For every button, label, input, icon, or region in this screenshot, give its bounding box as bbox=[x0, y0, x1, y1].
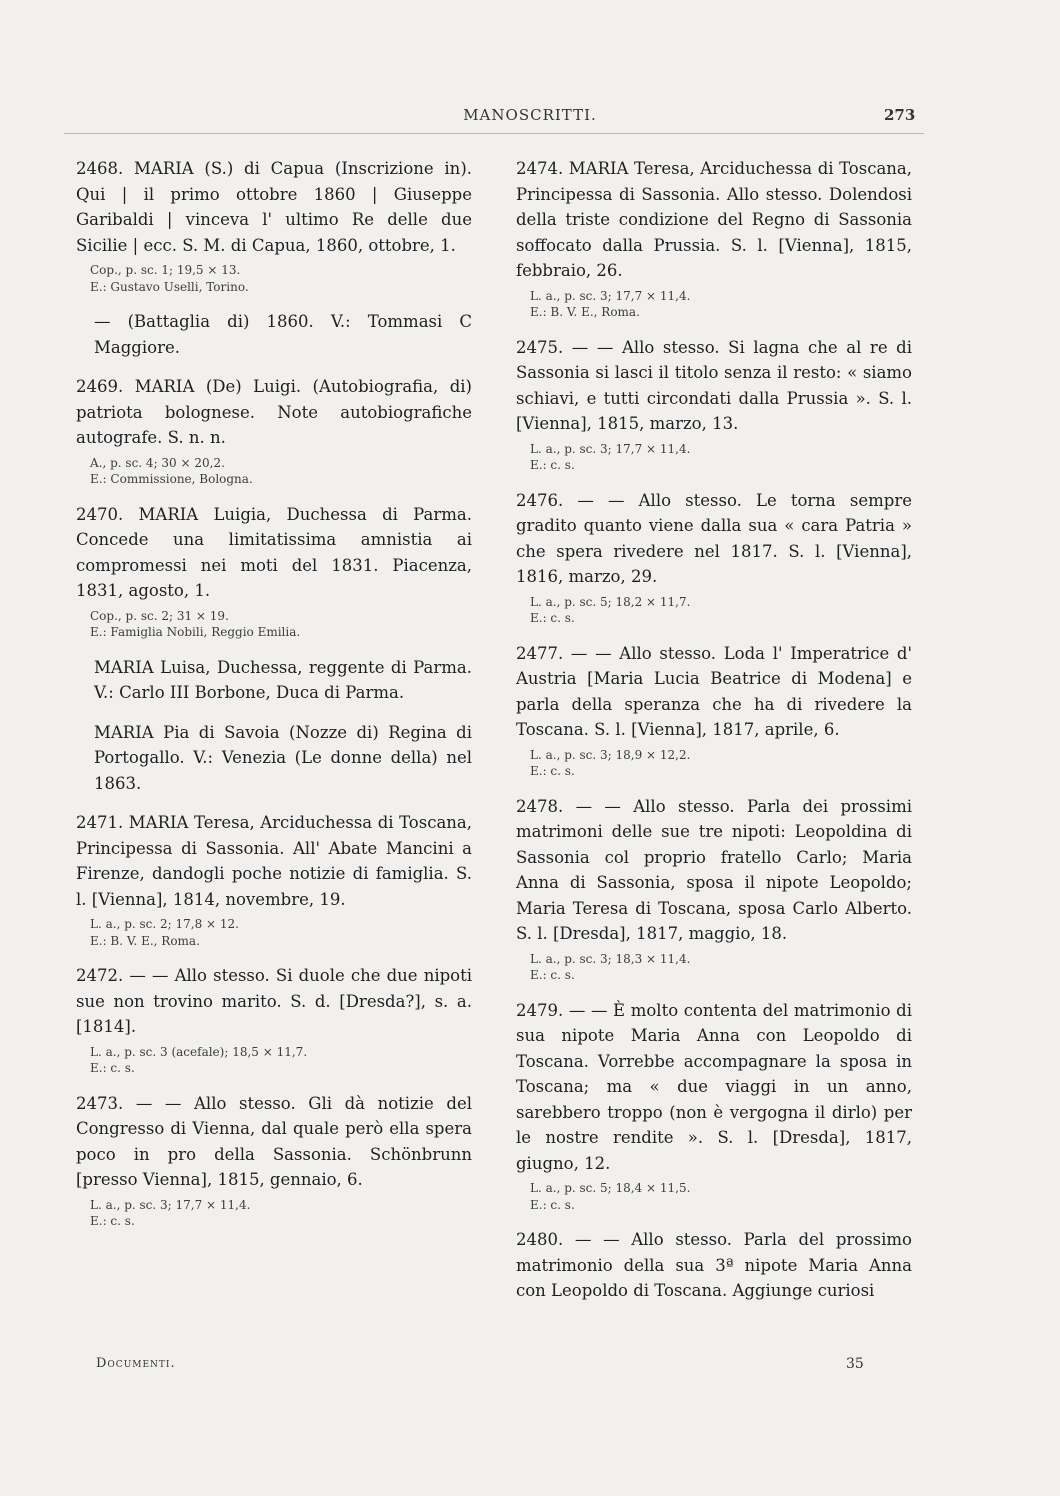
entry-meta bbox=[90, 455, 472, 488]
entry-meta bbox=[90, 262, 472, 295]
entry-text: 2473. — — Allo stesso. Gli dà notizie del Congresso di Vienna, dal quale però ella spera poco in pro della Sassonia. Schönbrunn [presso Vienna], 1815, gennaio, 6. bbox=[76, 1093, 472, 1189]
header-rule bbox=[64, 133, 924, 134]
entry-physical-desc: L. a., p. sc. 5; 18,4 × 11,5. bbox=[530, 1181, 691, 1195]
entry-meta bbox=[90, 1197, 472, 1230]
entry-meta bbox=[90, 916, 472, 949]
entry-meta bbox=[530, 747, 912, 780]
gathering-number: 35 bbox=[846, 1356, 864, 1372]
entry-meta bbox=[530, 951, 912, 984]
entry-physical-desc: Cop., p. sc. 2; 31 × 19. bbox=[90, 608, 229, 623]
entry-2471 bbox=[76, 810, 472, 949]
entry-exhibitor: E.: Famiglia Nobili, Reggio Emilia. bbox=[90, 625, 301, 639]
entry-2480 bbox=[516, 1227, 912, 1304]
entry-meta bbox=[90, 608, 472, 641]
entry-physical-desc: A., p. sc. 4; 30 × 20,2. bbox=[90, 455, 225, 470]
entry-2477 bbox=[516, 641, 912, 780]
entry-text: — (Battaglia di) 1860. V.: Tommasi C Maggiore. bbox=[94, 312, 472, 357]
entry-physical-desc: L. a., p. sc. 3; 17,7 × 11,4. bbox=[90, 1197, 251, 1212]
entry-2475 bbox=[516, 335, 912, 474]
entry-meta bbox=[530, 288, 912, 321]
entry-meta bbox=[530, 1180, 912, 1213]
cross-reference-maria-pia bbox=[76, 720, 472, 797]
right-column bbox=[516, 156, 912, 1318]
entry-physical-desc: L. a., p. sc. 3; 18,3 × 11,4. bbox=[530, 951, 691, 966]
entry-physical-desc: L. a., p. sc. 5; 18,2 × 11,7. bbox=[530, 594, 691, 609]
entry-exhibitor: E.: c. s. bbox=[530, 1197, 575, 1212]
entry-2472 bbox=[76, 963, 472, 1077]
left-column bbox=[76, 156, 472, 1244]
entry-meta bbox=[530, 594, 912, 627]
entry-2478 bbox=[516, 794, 912, 984]
entry-physical-desc: L. a., p. sc. 3; 17,7 × 11,4. bbox=[530, 441, 691, 456]
entry-2479 bbox=[516, 998, 912, 1214]
entry-exhibitor: E.: Gustavo Uselli, Torino. bbox=[90, 279, 249, 294]
entry-physical-desc: L. a., p. sc. 3; 17,7 × 11,4. bbox=[530, 288, 691, 303]
entry-2469 bbox=[76, 374, 472, 488]
cross-reference-maria-luisa bbox=[76, 655, 472, 706]
entry-text: 2474. MARIA Teresa, Arciduchessa di Toscana, Principessa di Sassonia. Allo stesso. Dolendosi della triste condizione del Regno di Sassonia soffocato dalla Prussia. S. l. [Vienna], 1815, febbraio, 26. bbox=[516, 159, 912, 280]
entry-text: 2479. — — È molto contenta del matrimonio di sua nipote Maria Anna con Leopoldo di Toscana. Vorrebbe accompagnare la sposa in Toscana; ma « due viaggi in un anno, sarebbero troppo (non è vergogna il dirlo) per le nostre rendite ». S. l. [Dresda], 1817, giugno, 12. bbox=[516, 1000, 912, 1173]
entry-2476 bbox=[516, 488, 912, 627]
entry-exhibitor: E.: B. V. E., Roma. bbox=[530, 305, 640, 319]
page-number: 273 bbox=[884, 106, 916, 124]
entry-exhibitor: E.: c. s. bbox=[530, 458, 575, 472]
entry-physical-desc: Cop., p. sc. 1; 19,5 × 13. bbox=[90, 263, 241, 277]
entry-text: 2468. MARIA (S.) di Capua (Inscrizione in). Qui | il primo ottobre 1860 | Giuseppe Garibaldi | vinceva l' ultimo Re delle due Sicilie | ecc. S. M. di Capua, 1860, ottobre, 1. bbox=[76, 159, 472, 255]
entry-exhibitor: E.: c. s. bbox=[530, 764, 575, 778]
entry-meta bbox=[90, 1044, 472, 1077]
running-header-title: MANOSCRITTI. bbox=[463, 106, 597, 124]
entry-2468 bbox=[76, 156, 472, 295]
cross-reference-battaglia bbox=[76, 309, 472, 360]
entry-text: 2472. — — Allo stesso. Si duole che due nipoti sue non trovino marito. S. d. [Dresda?], s. a. [1814]. bbox=[76, 966, 472, 1036]
entry-text: MARIA Luisa, Duchessa, reggente di Parma. V.: Carlo III Borbone, Duca di Parma. bbox=[94, 657, 472, 702]
entry-text: 2475. — — Allo stesso. Si lagna che al re di Sassonia si lasci il titolo senza il resto: « siamo schiavi, e tutti circondati dalla Prussia ». S. l. [Vienna], 1815, marzo, 13. bbox=[516, 337, 912, 433]
entry-exhibitor: E.: B. V. E., Roma. bbox=[90, 933, 200, 948]
entry-text: 2469. MARIA (De) Luigi. (Autobiografia, di) patriota bolognese. Note autobiografiche autografe. S. n. n. bbox=[76, 377, 472, 447]
entry-2470 bbox=[76, 502, 472, 641]
entry-exhibitor: E.: c. s. bbox=[530, 968, 575, 982]
entry-text: 2471. MARIA Teresa, Arciduchessa di Toscana, Principessa di Sassonia. All' Abate Mancini a Firenze, dandogli poche notizie di famiglia. S. l. [Vienna], 1814, novembre, 19. bbox=[76, 813, 472, 909]
entry-physical-desc: L. a., p. sc. 3; 18,9 × 12,2. bbox=[530, 747, 691, 762]
entry-exhibitor: E.: c. s. bbox=[90, 1061, 135, 1075]
entry-exhibitor: E.: Commissione, Bologna. bbox=[90, 472, 253, 486]
entry-exhibitor: E.: c. s. bbox=[530, 611, 575, 625]
entry-text: 2470. MARIA Luigia, Duchessa di Parma. Concede una limitatissima amnistia ai compromessi nei moti del 1831. Piacenza, 1831, agosto, 1. bbox=[76, 504, 472, 600]
signature-mark: Documenti. bbox=[96, 1356, 176, 1371]
entry-2473 bbox=[76, 1091, 472, 1230]
entry-physical-desc: L. a., p. sc. 3 (acefale); 18,5 × 11,7. bbox=[90, 1044, 308, 1059]
entry-physical-desc: L. a., p. sc. 2; 17,8 × 12. bbox=[90, 917, 239, 931]
entry-2474 bbox=[516, 156, 912, 321]
entry-text: 2477. — — Allo stesso. Loda l' Imperatrice d' Austria [Maria Lucia Beatrice di Modena] e parla della speranza che ha di rivedere la Toscana. S. l. [Vienna], 1817, aprile, 6. bbox=[516, 643, 912, 739]
entry-text: MARIA Pia di Savoia (Nozze di) Regina di Portogallo. V.: Venezia (Le donne della) nel 1863. bbox=[94, 722, 472, 793]
entry-text: 2478. — — Allo stesso. Parla dei prossimi matrimoni delle sue tre nipoti: Leopoldina di Sassonia col proprio fratello Carlo; Maria Anna di Sassonia, sposa il nipote Leopoldo; Maria Teresa di Toscana, sposa Carlo Alberto. S. l. [Dresda], 1817, maggio, 18. bbox=[516, 796, 912, 943]
entry-exhibitor: E.: c. s. bbox=[90, 1214, 135, 1228]
entry-meta bbox=[530, 441, 912, 474]
entry-text: 2476. — — Allo stesso. Le torna sempre gradito quanto viene dalla sua « cara Patria » che spera rivedere nel 1817. S. l. [Vienna], 1816, marzo, 29. bbox=[516, 490, 912, 586]
entry-text: 2480. — — Allo stesso. Parla del prossimo matrimonio della sua 3ª nipote Maria Anna con Leopoldo di Toscana. Aggiunge curiosi bbox=[516, 1230, 912, 1300]
